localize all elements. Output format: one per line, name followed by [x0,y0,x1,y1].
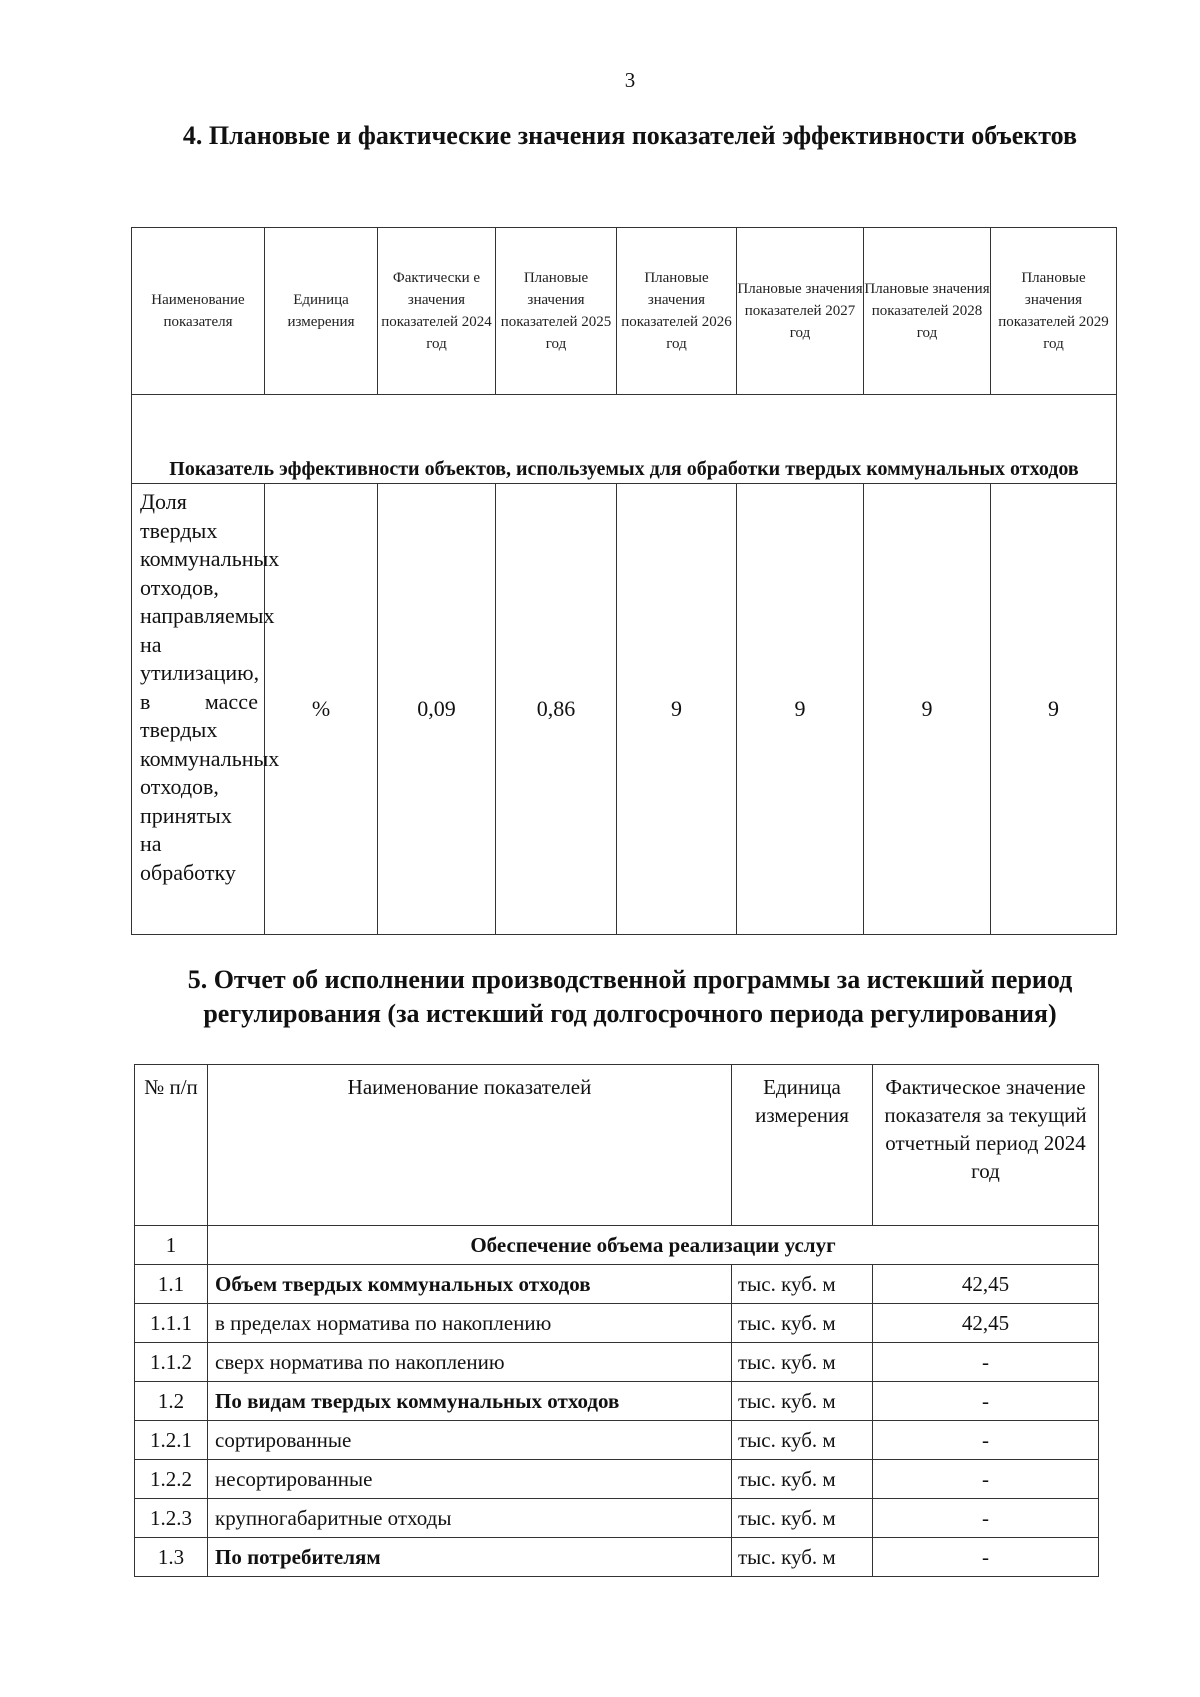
table-header-row [132,228,1117,395]
group-row [135,1226,1099,1265]
header-cell: Плановые значения показателей 2028 год [864,228,991,395]
header-unit: Единица измерения [732,1065,873,1226]
section-5-title: 5. Отчет об исполнении производственной программы за истекший период регулирования (за истекший год долгосрочного периода регулирования) [187,965,1073,1028]
header-cell: Фактически е значения показателей 2024 год [378,228,496,395]
row-value: - [873,1538,1099,1577]
row-value: - [873,1421,1099,1460]
row-value: - [873,1499,1099,1538]
row-value: 42,45 [873,1265,1099,1304]
group-header-row [132,395,1117,484]
row-unit: тыс. куб. м [732,1499,873,1538]
row-num: 1.1 [135,1265,208,1304]
indicator-name: Доля твердых коммунальных отходов, направляемых на утилизацию, в массе твердых коммунальных отходов, принятых на обработку [132,484,265,935]
table-row [135,1499,1099,1538]
row-num: 1.2.3 [135,1499,208,1538]
row-name: крупногабаритные отходы [208,1499,732,1538]
row-value: - [873,1343,1099,1382]
value-cell: 9 [991,484,1117,935]
header-name: Наименование показателей [208,1065,732,1226]
row-num: 1.1.2 [135,1343,208,1382]
row-name: в пределах норматива по накоплению [208,1304,732,1343]
table-row [135,1304,1099,1343]
row-name: По видам твердых коммунальных отходов [208,1382,732,1421]
row-unit: тыс. куб. м [732,1460,873,1499]
table-row [135,1343,1099,1382]
row-unit: тыс. куб. м [732,1265,873,1304]
header-cell: Единица измерения [265,228,378,395]
row-num: 1.2.1 [135,1421,208,1460]
row-name: сортированные [208,1421,732,1460]
row-value: - [873,1382,1099,1421]
value-cell: 9 [737,484,864,935]
row-unit: тыс. куб. м [732,1382,873,1421]
header-cell: Плановые значения показателей 2029 год [991,228,1117,395]
efficiency-indicators-table [131,227,1117,935]
row-name: По потребителям [208,1538,732,1577]
row-num: 1.3 [135,1538,208,1577]
header-cell: Плановые значения показателей 2025 год [496,228,617,395]
section-4-title: 4. Плановые и фактические значения показателей эффективности объектов [182,121,1078,150]
row-num: 1 [135,1226,208,1265]
table-row [132,484,1117,935]
row-value: 42,45 [873,1304,1099,1343]
row-name: сверх норматива по накоплению [208,1343,732,1382]
row-name: Объем твердых коммунальных отходов [208,1265,732,1304]
table-row [135,1460,1099,1499]
table-row [135,1265,1099,1304]
group-title: Показатель эффективности объектов, используемых для обработки твердых коммунальных отходов [132,395,1117,484]
value-cell: 9 [617,484,737,935]
value-cell: 9 [864,484,991,935]
production-program-report-table [134,1064,1099,1577]
indicator-unit: % [265,484,378,935]
header-cell: Плановые значения показателей 2026 год [617,228,737,395]
row-value: - [873,1460,1099,1499]
row-name: несортированные [208,1460,732,1499]
header-num: № п/п [135,1065,208,1226]
table-row [135,1538,1099,1577]
value-cell: 0,86 [496,484,617,935]
table-row [135,1382,1099,1421]
row-num: 1.2 [135,1382,208,1421]
table-row [135,1421,1099,1460]
page-number: 3 [624,68,636,92]
header-cell: Наименование показателя [132,228,265,395]
row-unit: тыс. куб. м [732,1343,873,1382]
value-cell: 0,09 [378,484,496,935]
row-unit: тыс. куб. м [732,1304,873,1343]
table-header-row [135,1065,1099,1226]
group-title: Обеспечение объема реализации услуг [208,1226,1099,1265]
row-num: 1.2.2 [135,1460,208,1499]
row-unit: тыс. куб. м [732,1421,873,1460]
row-unit: тыс. куб. м [732,1538,873,1577]
header-cell: Плановые значения показателей 2027 год [737,228,864,395]
row-num: 1.1.1 [135,1304,208,1343]
header-value: Фактическое значение показателя за текущий отчетный период 2024 год [873,1065,1099,1226]
